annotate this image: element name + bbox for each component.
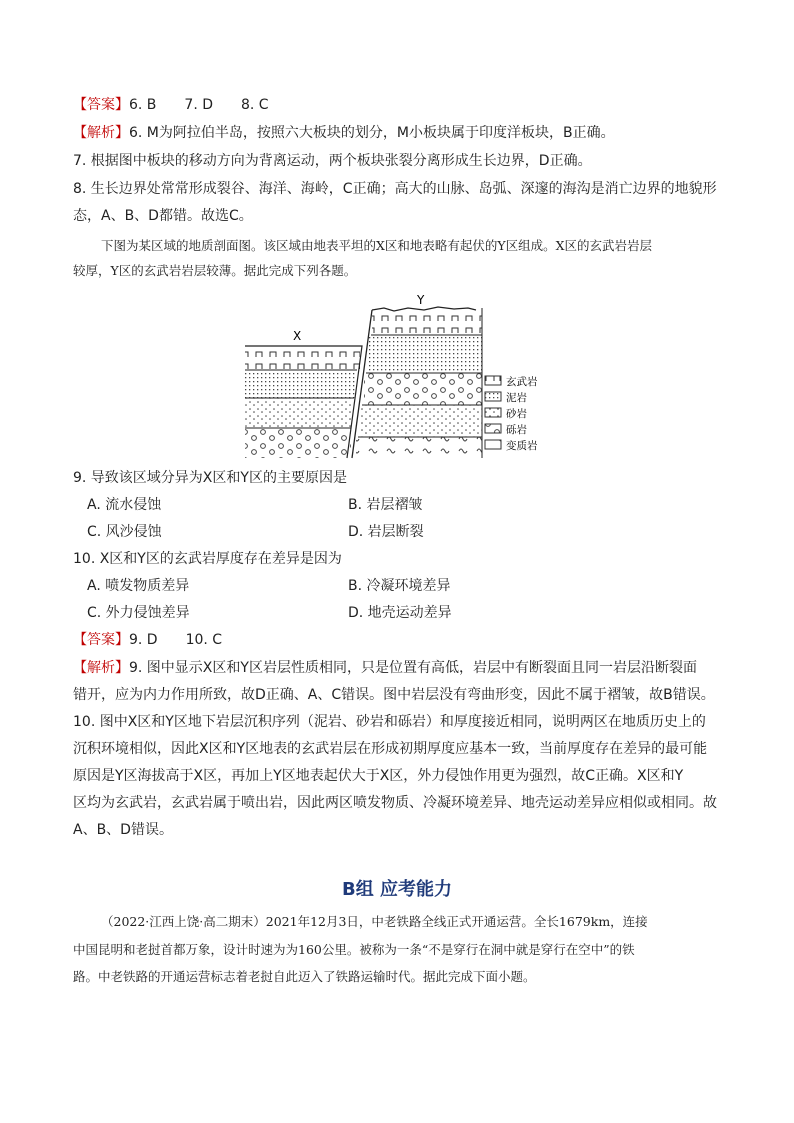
analysis-line: 错开，应为内力作用所致，故D正确、A、C错误。图中岩层没有弯曲形变，因此不属于褶皱，故B错误。: [73, 687, 715, 703]
q10-option-b: B. 冷凝环境差异: [348, 578, 451, 594]
analysis-line: 原因是Y区海拔高于X区，再加上Y区地表起伏大于X区，外力侵蚀作用更为强烈，故C正确。X区和Y: [73, 768, 684, 784]
passage-line: （2022·江西上饶·高二期末）2021年12月3日，中老铁路全线正式开通运营。全长1679km，连接: [101, 914, 648, 929]
q10-option-a: A. 喷发物质差异: [87, 578, 190, 594]
analysis-line: 7. 根据图中板块的移动方向为背离运动，两个板块张裂分离形成生长边界，D正确。: [73, 153, 592, 169]
analysis-line: 沉积环境相似，因此X区和Y区地表的玄武岩层在形成初期厚度应基本一致，当前厚度存在差异的最可能: [73, 741, 708, 757]
analysis-tag: 【解析】: [73, 125, 129, 141]
analysis-text: 9. 图中显示X区和Y区岩层性质相同，只是位置有高低，岩层中有断裂面且同一岩层沿断裂面: [129, 660, 697, 676]
q9-option-c: C. 风沙侵蚀: [87, 524, 162, 540]
answer-text: 9. D 10. C: [129, 632, 223, 648]
question-10-stem: 10. X区和Y区的玄武岩厚度存在差异是因为: [73, 551, 342, 567]
analysis-line: 8. 生长边界处常常形成裂谷、海洋、海岭，C正确；高大的山脉、岛弧、深邃的海沟是消亡边界的地貌形: [73, 181, 717, 197]
legend-label: 变质岩: [506, 440, 538, 452]
question-9-stem: 9. 导致该区域分异为X区和Y区的主要原因是: [73, 470, 347, 486]
legend-label: 泥岩: [506, 392, 527, 404]
legend-label: 砂岩: [506, 408, 527, 420]
passage-line: 中国昆明和老挝首都万象，设计时速为为160公里。被称为一条“不是穿行在洞中就是穿行在空中”的铁: [73, 942, 635, 957]
answer-text: 6. B 7. D 8. C: [129, 97, 269, 113]
answer-line-1: [73, 96, 269, 114]
q10-option-c: C. 外力侵蚀差异: [87, 605, 190, 621]
geologic-cross-section-figure: [240, 288, 560, 463]
q9-option-d: D. 岩层断裂: [348, 524, 424, 540]
analysis-line-1: [73, 124, 615, 142]
legend-swatch-sandstone: [485, 408, 501, 417]
legend-swatch-basalt: [485, 376, 501, 385]
label-y: Y: [417, 293, 425, 307]
answer-tag: 【答案】: [73, 97, 129, 113]
analysis-text: 6. M为阿拉伯半岛，按照六大板块的划分，M小板块属于印度洋板块，B正确。: [129, 125, 615, 141]
legend-swatch-metamorphic: [485, 440, 501, 449]
intro-line: 较厚，Y区的玄武岩岩层较薄。据此完成下列各题。: [73, 263, 357, 278]
legend-label: 玄武岩: [506, 376, 538, 388]
legend: [485, 375, 538, 452]
section-title: B组 应考能力: [342, 879, 452, 900]
intro-line: 下图为某区域的地质剖面图。该区域由地表平坦的X区和地表略有起伏的Y区组成。X区的玄武岩岩层: [101, 238, 653, 253]
y-block: [352, 307, 482, 458]
label-x: X: [293, 329, 302, 343]
q9-option-a: A. 流水侵蚀: [87, 497, 162, 513]
x-block: [245, 346, 362, 458]
analysis-line: 区均为玄武岩，玄武岩属于喷出岩，因此两区喷发物质、冷凝环境差异、地壳运动差异应相似或相同。故: [73, 795, 717, 811]
q9-option-b: B. 岩层褶皱: [348, 497, 423, 513]
analysis-line: A、B、D错误。: [73, 822, 173, 838]
legend-swatch-conglomerate: [485, 424, 501, 433]
legend-label: 砾岩: [506, 424, 527, 436]
analysis-tag: 【解析】: [73, 660, 129, 676]
q10-option-d: D. 地壳运动差异: [348, 605, 452, 621]
analysis-line: 态，A、B、D都错。故选C。: [73, 208, 253, 224]
analysis-line: 10. 图中X区和Y区地下岩层沉积序列（泥岩、砂岩和砾岩）和厚度接近相同，说明两区在地质历史上的: [73, 714, 706, 730]
answer-tag: 【答案】: [73, 632, 129, 648]
analysis-line-2: [73, 659, 697, 677]
answer-line-2: [73, 631, 222, 649]
legend-swatch-mudstone: [485, 392, 501, 401]
passage-line: 路。中老铁路的开通运营标志着老挝自此迈入了铁路运输时代。据此完成下面小题。: [73, 969, 536, 984]
